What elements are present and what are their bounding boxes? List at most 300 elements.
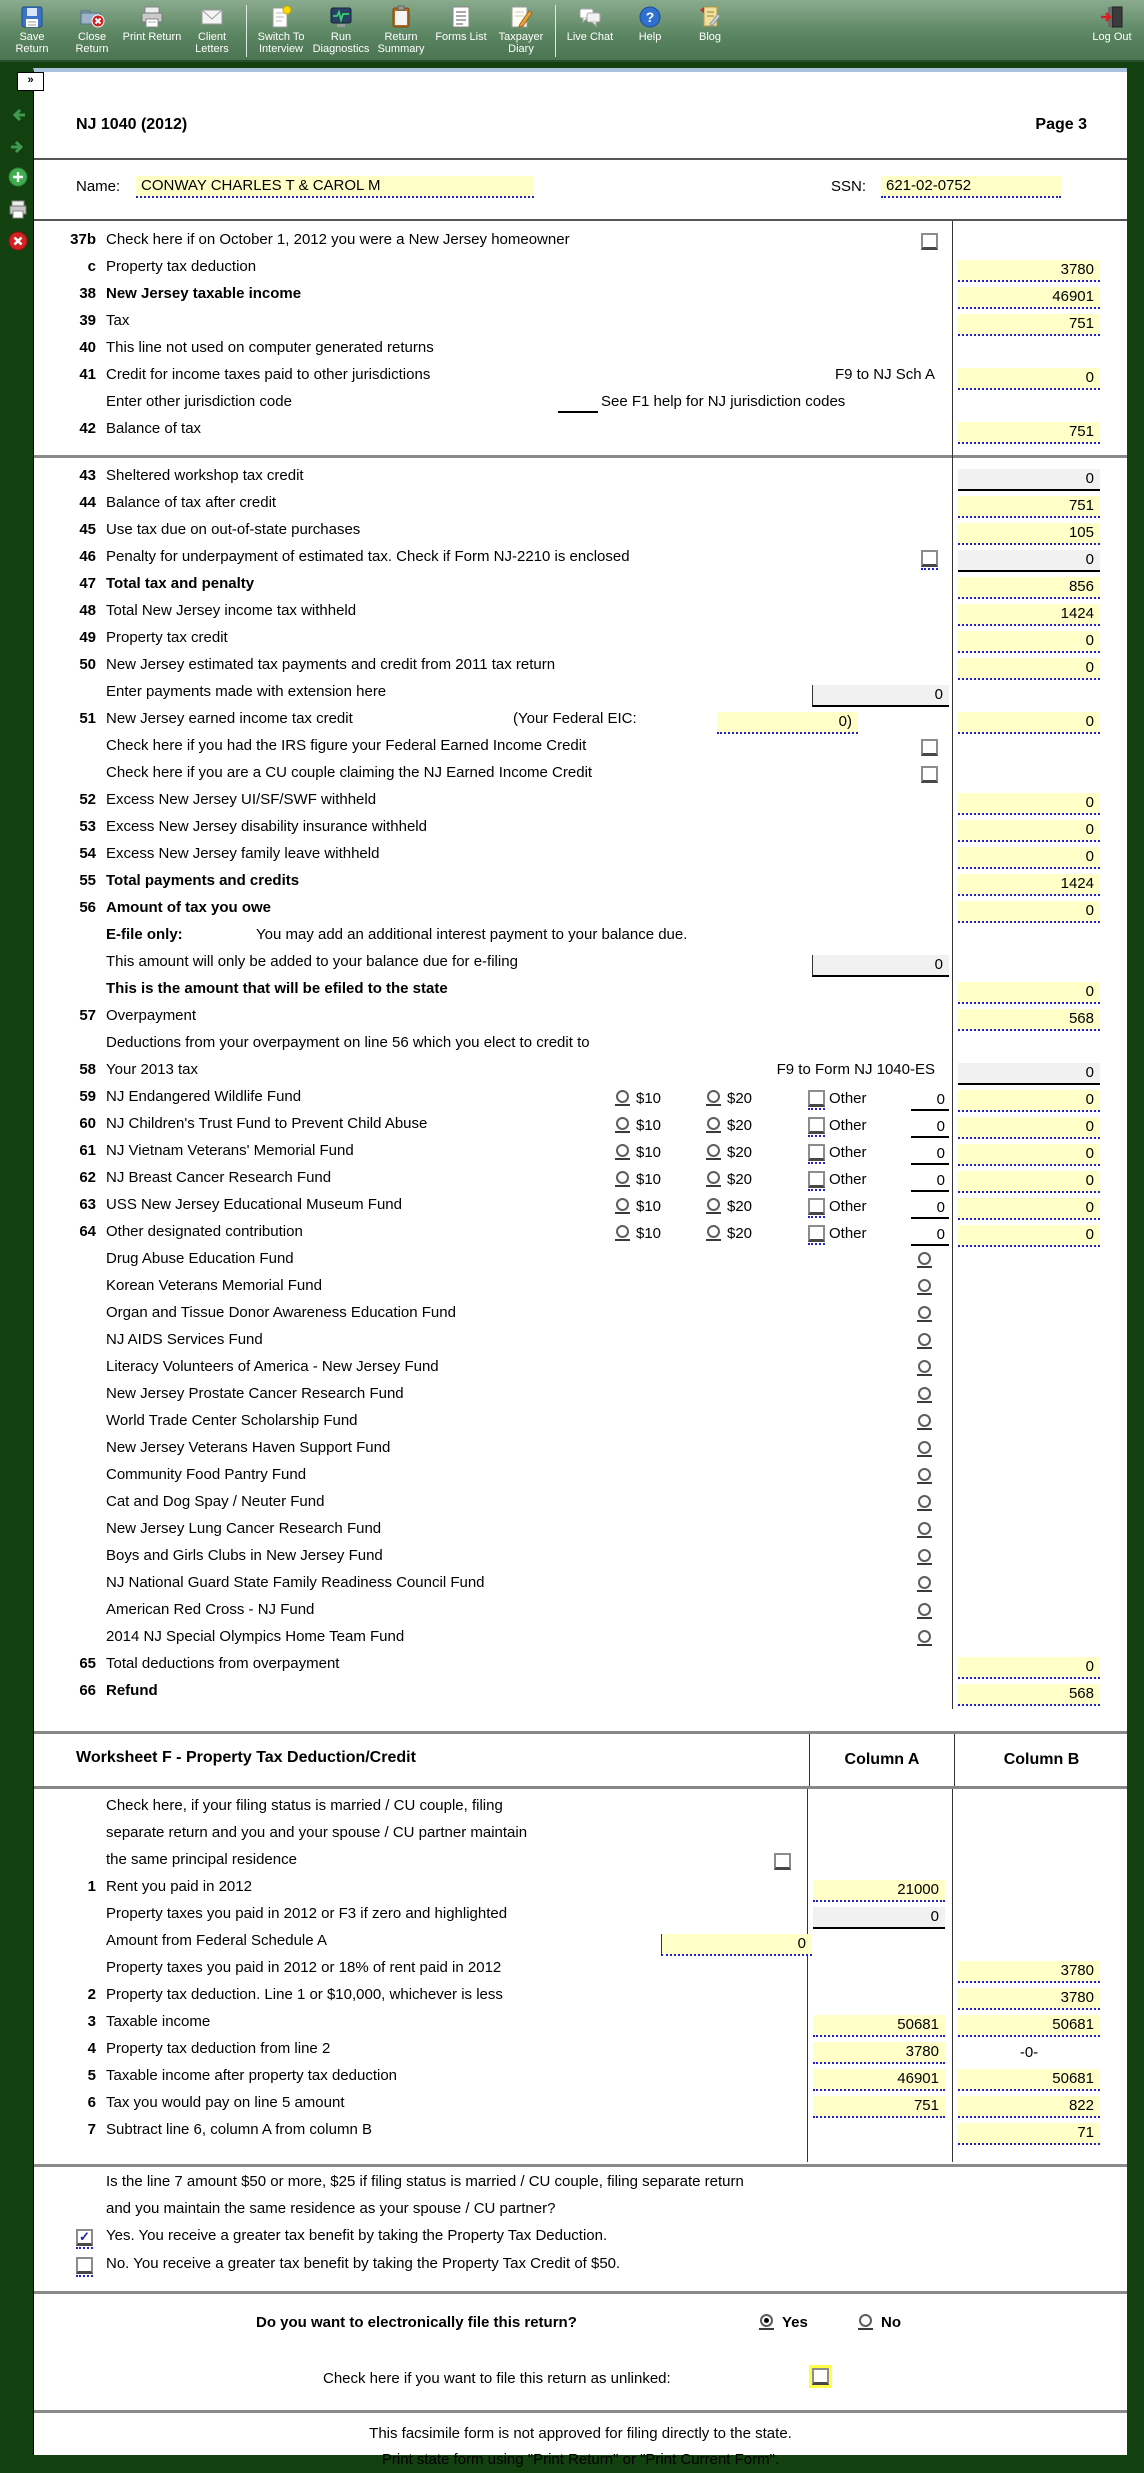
line-39-row — [34, 312, 1127, 339]
line-63-label: USS New Jersey Educational Museum Fund — [106, 1196, 402, 1213]
efile-no-radio[interactable] — [858, 2314, 873, 2330]
toolbar-button-print[interactable] — [122, 2, 182, 43]
line-49-value-field[interactable]: 0 — [958, 631, 1100, 653]
facsimile-note — [34, 2415, 1127, 2473]
line-64-number: 64 — [79, 1223, 96, 1240]
line-row-51-row — [34, 1601, 1127, 1628]
line-59-row — [34, 1088, 1127, 1115]
line-c-number: c — [87, 258, 96, 275]
line-42-row — [34, 420, 1127, 447]
line-60-10-label: $10 — [636, 1117, 662, 1134]
line-65-number: 65 — [79, 1655, 96, 1672]
line-row-42-radio[interactable] — [917, 1360, 932, 1376]
sidebar-delete-icon[interactable] — [7, 230, 29, 252]
line-row-52-radio[interactable] — [917, 1630, 932, 1646]
line-60-20-label: $20 — [727, 1117, 753, 1134]
ssn-field[interactable]: 621-02-0752 — [881, 176, 1061, 198]
efile-no-label: No — [881, 2314, 901, 2331]
line-row-40-label: Organ and Tissue Donor Awareness Education Fund — [106, 1304, 456, 1321]
line-c-value-field[interactable]: 3780 — [958, 260, 1100, 282]
question-text: and you maintain the same residence as your spouse / CU partner? — [106, 2200, 556, 2217]
toolbar-button-interview[interactable] — [251, 2, 311, 55]
ws-line-3-columnB-field[interactable]: 50681 — [958, 2015, 1100, 2037]
line-49-number: 49 — [79, 629, 96, 646]
line-52-row — [34, 791, 1127, 818]
line-66-number: 66 — [79, 1682, 96, 1699]
line-64-other-label: Other — [829, 1225, 867, 1242]
line-54-value-field[interactable]: 0 — [958, 847, 1100, 869]
line-42-label: Balance of tax — [106, 420, 202, 437]
ws-line-1-row — [34, 1878, 1127, 1905]
toolbar-button-blog[interactable] — [680, 2, 740, 43]
line-51-sublabel: (Your Federal EIC: — [513, 710, 637, 727]
ws-line-4-columnA-field[interactable]: 3780 — [813, 2042, 945, 2064]
ws-line-3-row — [34, 2013, 1127, 2040]
line-50-number: 50 — [79, 656, 96, 673]
ws-line-5-columnA-field[interactable]: 46901 — [813, 2069, 945, 2091]
line-50-value-field[interactable]: 0 — [958, 658, 1100, 680]
divider — [34, 2410, 1127, 2413]
line-row-48-radio[interactable] — [917, 1522, 932, 1538]
line-c-label: Property tax deduction — [106, 258, 257, 275]
toolbar-button-live-chat[interactable] — [560, 2, 620, 43]
line-64-10-radio[interactable] — [615, 1225, 630, 1241]
line-62-other-checkbox[interactable] — [808, 1171, 825, 1191]
line-row-48-label: New Jersey Lung Cancer Research Fund — [106, 1520, 382, 1537]
ssn-label: SSN: — [831, 178, 867, 195]
line-59-20-label: $20 — [727, 1090, 753, 1107]
question-line-2 — [34, 2200, 1127, 2227]
line-row-6-code-field[interactable] — [558, 393, 598, 413]
toolbar-button-label: Blog — [698, 31, 722, 43]
line-63-other-checkbox[interactable] — [808, 1198, 825, 1218]
line-row-17-inline-field[interactable]: 0 — [812, 685, 949, 707]
line-row-28-row — [34, 980, 1127, 1007]
line-64-20-label: $20 — [727, 1225, 753, 1242]
ws-row-5-inline-field[interactable]: 0 — [661, 1934, 812, 1956]
toolbar-button-logout[interactable] — [1082, 2, 1142, 43]
line-41-row — [34, 366, 1127, 393]
facsimile-line-1: This facsimile form is not approved for filing directly to the state. — [369, 2425, 792, 2442]
ws-line-7-columnB-field[interactable]: 71 — [958, 2123, 1100, 2145]
line-row-26-row — [34, 926, 1127, 953]
line-43-label: Sheltered workshop tax credit — [106, 467, 304, 484]
line-row-20-label: Check here if you are a CU couple claiming the NJ Earned Income Credit — [106, 764, 593, 781]
line-64-row — [34, 1223, 1127, 1250]
line-59-20-radio[interactable] — [706, 1090, 721, 1106]
yes-checkbox[interactable]: ✓ — [76, 2229, 93, 2249]
line-52-value-field[interactable]: 0 — [958, 793, 1100, 815]
line-57-value-field[interactable]: 568 — [958, 1009, 1100, 1031]
sidebar-expander-button[interactable]: » — [17, 72, 44, 91]
line-row-44-radio[interactable] — [917, 1414, 932, 1430]
toolbar-button-diagnostics[interactable] — [311, 2, 371, 55]
line-63-value-field[interactable]: 0 — [958, 1198, 1100, 1220]
line-59-10-radio[interactable] — [615, 1090, 630, 1106]
line-64-label: Other designated contribution — [106, 1223, 303, 1240]
line-53-row — [34, 818, 1127, 845]
line-row-27-row — [34, 953, 1127, 980]
line-46-row — [34, 548, 1127, 575]
line-row-19-row — [34, 737, 1127, 764]
ws-row-6-columnB-field[interactable]: 3780 — [958, 1961, 1100, 1983]
line-row-27-label: This amount will only be added to your balance due for e-filing — [106, 953, 518, 970]
line-44-value-field[interactable]: 751 — [958, 496, 1100, 518]
line-47-value-field[interactable]: 856 — [958, 577, 1100, 599]
line-39-value-field[interactable]: 751 — [958, 314, 1100, 336]
ws-row-1-label: separate return and you and your spouse / CU partner maintain — [106, 1824, 528, 1841]
line-54-number: 54 — [79, 845, 96, 862]
no-checkbox[interactable] — [76, 2257, 93, 2277]
line-56-label: Amount of tax you owe — [106, 899, 271, 916]
line-61-other-amount-field[interactable]: 0 — [911, 1144, 949, 1165]
facsimile-line-2: Print state form using "Print Return" or "Print Current Form". — [381, 2451, 780, 2468]
ws-line-5-number: 5 — [87, 2067, 96, 2084]
line-55-number: 55 — [79, 872, 96, 889]
ws-line-4-number: 4 — [87, 2040, 96, 2057]
toolbar-button-close-return[interactable] — [62, 2, 122, 55]
yes-option-row — [34, 2227, 1127, 2255]
line-56-value-field[interactable]: 0 — [958, 901, 1100, 923]
line-row-50-row — [34, 1574, 1127, 1601]
ws-row-2-label: the same principal residence — [106, 1851, 297, 1868]
efile-yes-label: Yes — [782, 2314, 808, 2331]
toolbar-button-label: Close Return — [75, 31, 109, 55]
line-row-39-row — [34, 1277, 1127, 1304]
line-row-46-label: Community Food Pantry Fund — [106, 1466, 307, 1483]
line-38-value-field[interactable]: 46901 — [958, 287, 1100, 309]
line-64-20-radio[interactable] — [706, 1225, 721, 1241]
no-option-row — [34, 2255, 1127, 2283]
line-row-19-checkbox[interactable] — [921, 739, 938, 756]
line-57-label: Overpayment — [106, 1007, 197, 1024]
line-65-row — [34, 1655, 1127, 1682]
line-61-other-label: Other — [829, 1144, 867, 1161]
ws-row-6-label: Property taxes you paid in 2012 or 18% of rent paid in 2012 — [106, 1959, 502, 1976]
sidebar-print-small-icon[interactable] — [7, 198, 29, 220]
line-57-number: 57 — [79, 1007, 96, 1024]
line-47-number: 47 — [79, 575, 96, 592]
line-row-51-radio[interactable] — [917, 1603, 932, 1619]
ws-line-2-columnB-field[interactable]: 3780 — [958, 1988, 1100, 2010]
line-row-38-label: Drug Abuse Education Fund — [106, 1250, 294, 1267]
line-47-row — [34, 575, 1127, 602]
line-row-48-row — [34, 1520, 1127, 1547]
toolbar-button-label: Return Summary — [377, 31, 425, 55]
line-row-30-label: Deductions from your overpayment on line 56 which you elect to credit to — [106, 1034, 590, 1051]
print-icon — [139, 4, 165, 30]
line-66-label: Refund — [106, 1682, 158, 1699]
line-row-41-radio[interactable] — [917, 1333, 932, 1349]
line-47-label: Total tax and penalty — [106, 575, 255, 592]
toolbar-separator — [555, 5, 556, 57]
line-42-value-field[interactable]: 751 — [958, 422, 1100, 444]
line-51-value-field[interactable]: 0 — [958, 712, 1100, 734]
line-37b-checkbox[interactable] — [921, 233, 938, 250]
line-44-label: Balance of tax after credit — [106, 494, 277, 511]
line-row-39-radio[interactable] — [917, 1279, 932, 1295]
line-41-value-field[interactable]: 0 — [958, 368, 1100, 390]
line-row-43-label: New Jersey Prostate Cancer Research Fund — [106, 1385, 404, 1402]
line-60-other-checkbox[interactable] — [808, 1117, 825, 1137]
toolbar-button-label: Log Out — [1092, 31, 1132, 43]
line-63-20-radio[interactable] — [706, 1198, 721, 1214]
line-62-other-amount-field[interactable]: 0 — [911, 1171, 949, 1192]
ws-line-6-columnB-field[interactable]: 822 — [958, 2096, 1100, 2118]
line-62-20-radio[interactable] — [706, 1171, 721, 1187]
line-61-value-field[interactable]: 0 — [958, 1144, 1100, 1166]
line-64-10-label: $10 — [636, 1225, 662, 1242]
line-45-number: 45 — [79, 521, 96, 538]
line-row-45-label: New Jersey Veterans Haven Support Fund — [106, 1439, 391, 1456]
line-64-value-field[interactable]: 0 — [958, 1225, 1100, 1247]
divider — [34, 2291, 1127, 2294]
toolbar-button-summary[interactable] — [371, 2, 431, 55]
ws-line-4-label: Property tax deduction from line 2 — [106, 2040, 331, 2057]
page-number: Page 3 — [1035, 116, 1087, 133]
line-59-10-label: $10 — [636, 1090, 662, 1107]
line-row-44-label: World Trade Center Scholarship Fund — [106, 1412, 358, 1429]
line-row-46-radio[interactable] — [917, 1468, 932, 1484]
ws-line-1-columnA-field[interactable]: 21000 — [813, 1880, 945, 1902]
line-38-row — [34, 285, 1127, 312]
toolbar-button-diary[interactable] — [491, 2, 551, 55]
diagnostics-icon — [328, 4, 354, 30]
line-53-number: 53 — [79, 818, 96, 835]
line-row-42-row — [34, 1358, 1127, 1385]
line-61-label: NJ Vietnam Veterans' Memorial Fund — [106, 1142, 354, 1159]
line-row-51-label: American Red Cross - NJ Fund — [106, 1601, 315, 1618]
line-59-value-field[interactable]: 0 — [958, 1090, 1100, 1112]
ws-row-0-label: Check here, if your filing status is married / CU couple, filing — [106, 1797, 503, 1814]
line-61-10-radio[interactable] — [615, 1144, 630, 1160]
line-61-20-label: $20 — [727, 1144, 753, 1161]
line-row-47-label: Cat and Dog Spay / Neuter Fund — [106, 1493, 325, 1510]
line-row-52-row — [34, 1628, 1127, 1655]
line-45-label: Use tax due on out-of-state purchases — [106, 521, 361, 538]
worksheet-lines — [34, 1789, 1127, 2162]
line-60-row — [34, 1115, 1127, 1142]
toolbar-button-forms-list[interactable] — [431, 2, 491, 43]
line-39-number: 39 — [79, 312, 96, 329]
line-row-47-radio[interactable] — [917, 1495, 932, 1511]
line-row-49-label: Boys and Girls Clubs in New Jersey Fund — [106, 1547, 383, 1564]
line-62-row — [34, 1169, 1127, 1196]
no-option-label: No. You receive a greater tax benefit by taking the Property Tax Credit of $50. — [106, 2255, 621, 2272]
ws-line-1-number: 1 — [87, 1878, 96, 1895]
line-46-label: Penalty for underpayment of estimated tax. Check if Form NJ-2210 is enclosed — [106, 548, 630, 565]
line-53-label: Excess New Jersey disability insurance withheld — [106, 818, 427, 835]
line-46-checkbox[interactable] — [921, 550, 938, 570]
toolbar-button-label: Live Chat — [566, 31, 614, 43]
line-62-label: NJ Breast Cancer Research Fund — [106, 1169, 332, 1186]
line-row-30-row — [34, 1034, 1127, 1061]
ws-line-5-columnB-field[interactable]: 50681 — [958, 2069, 1100, 2091]
line-60-20-radio[interactable] — [706, 1117, 721, 1133]
ws-row-2-checkbox[interactable] — [774, 1853, 791, 1870]
line-62-20-label: $20 — [727, 1171, 753, 1188]
ws-line-6-label: Tax you would pay on line 5 amount — [106, 2094, 345, 2111]
line-49-label: Property tax credit — [106, 629, 228, 646]
line-45-value-field[interactable]: 105 — [958, 523, 1100, 545]
ws-line-6-number: 6 — [87, 2094, 96, 2111]
toolbar-button-save[interactable] — [2, 2, 62, 55]
line-45-row — [34, 521, 1127, 548]
line-53-value-field[interactable]: 0 — [958, 820, 1100, 842]
ws-line-3-columnA-field[interactable]: 50681 — [813, 2015, 945, 2037]
forms-list-icon — [448, 4, 474, 30]
line-row-17-label: Enter payments made with extension here — [106, 683, 387, 700]
line-55-label: Total payments and credits — [106, 872, 300, 889]
line-50-row — [34, 656, 1127, 683]
line-59-other-label: Other — [829, 1090, 867, 1107]
line-row-28-value-field[interactable]: 0 — [958, 982, 1100, 1004]
ws-line-7-label: Subtract line 6, column A from column B — [106, 2121, 372, 2138]
line-63-other-amount-field[interactable]: 0 — [911, 1198, 949, 1219]
line-59-other-amount-field[interactable]: 0 — [911, 1090, 949, 1111]
line-row-17-row — [34, 683, 1127, 710]
name-field[interactable]: CONWAY CHARLES T & CAROL M — [136, 176, 534, 198]
summary-icon — [388, 4, 414, 30]
line-row-40-radio[interactable] — [917, 1306, 932, 1322]
line-row-6-sublabel: See F1 help for NJ jurisdiction codes — [601, 393, 846, 410]
blog-icon — [697, 4, 723, 30]
sidebar-back-icon[interactable] — [7, 104, 29, 126]
line-60-other-amount-field[interactable]: 0 — [911, 1117, 949, 1138]
line-54-row — [34, 845, 1127, 872]
line-63-20-label: $20 — [727, 1198, 753, 1215]
line-55-value-field[interactable]: 1424 — [958, 874, 1100, 896]
name-label: Name: — [76, 178, 121, 195]
line-66-value-field[interactable]: 568 — [958, 1684, 1100, 1706]
unlinked-checkbox[interactable] — [812, 2368, 829, 2385]
ws-line-4-row — [34, 2040, 1127, 2067]
line-row-19-label: Check here if you had the IRS figure your Federal Earned Income Credit — [106, 737, 587, 754]
line-38-label: New Jersey taxable income — [106, 285, 302, 302]
line-65-label: Total deductions from overpayment — [106, 1655, 340, 1672]
line-60-number: 60 — [79, 1115, 96, 1132]
toolbar-button-label: Client Letters — [195, 31, 229, 55]
line-56-row — [34, 899, 1127, 926]
line-64-other-amount-field[interactable]: 0 — [911, 1225, 949, 1246]
line-62-value-field[interactable]: 0 — [958, 1171, 1100, 1193]
line-row-47-row — [34, 1493, 1127, 1520]
line-row-52-label: 2014 NJ Special Olympics Home Team Fund — [106, 1628, 405, 1645]
line-row-44-row — [34, 1412, 1127, 1439]
line-58-number: 58 — [79, 1061, 96, 1078]
line-row-27-inline-field[interactable]: 0 — [812, 955, 949, 977]
worksheet-column-a-header: Column A — [809, 1734, 954, 1786]
line-43-value-field[interactable]: 0 — [958, 469, 1100, 491]
line-row-26-label: E-file only: — [106, 926, 183, 943]
section-divider — [34, 447, 1127, 467]
line-51-inline-field[interactable]: 0) — [717, 712, 858, 734]
ws-line-4-columnB-value: -0- — [1019, 2044, 1039, 2061]
line-62-10-radio[interactable] — [615, 1171, 630, 1187]
line-row-49-radio[interactable] — [917, 1549, 932, 1565]
line-59-label: NJ Endangered Wildlife Fund — [106, 1088, 302, 1105]
line-row-50-radio[interactable] — [917, 1576, 932, 1592]
ws-line-5-label: Taxable income after property tax deduction — [106, 2067, 397, 2084]
line-42-number: 42 — [79, 420, 96, 437]
line-65-value-field[interactable]: 0 — [958, 1657, 1100, 1679]
line-row-45-row — [34, 1439, 1127, 1466]
question-text: Is the line 7 amount $50 or more, $25 if filing status is married / CU couple, filing separate return — [106, 2173, 744, 2190]
sidebar-forward-icon[interactable] — [7, 136, 29, 158]
line-48-value-field[interactable]: 1424 — [958, 604, 1100, 626]
diary-icon — [508, 4, 534, 30]
line-51-row — [34, 710, 1127, 737]
line-52-number: 52 — [79, 791, 96, 808]
efile-yes-radio[interactable] — [759, 2314, 774, 2330]
line-43-number: 43 — [79, 467, 96, 484]
line-63-10-radio[interactable] — [615, 1198, 630, 1214]
letters-icon — [199, 4, 225, 30]
toolbar-button-label: Switch To Interview — [257, 31, 305, 55]
line-row-20-checkbox[interactable] — [921, 766, 938, 783]
line-43-row — [34, 467, 1127, 494]
ws-line-6-columnA-field[interactable]: 751 — [813, 2096, 945, 2118]
line-44-row — [34, 494, 1127, 521]
line-46-number: 46 — [79, 548, 96, 565]
line-59-other-checkbox[interactable] — [808, 1090, 825, 1110]
line-row-41-row — [34, 1331, 1127, 1358]
ws-row-4-columnA-field[interactable]: 0 — [813, 1907, 945, 1929]
divider — [34, 2164, 1127, 2167]
line-37b-label: Check here if on October 1, 2012 you were a New Jersey homeowner — [106, 231, 570, 248]
unlinked-row — [34, 2354, 1127, 2408]
line-61-20-radio[interactable] — [706, 1144, 721, 1160]
line-39-label: Tax — [106, 312, 130, 329]
question-line-1 — [34, 2173, 1127, 2200]
line-row-38-row — [34, 1250, 1127, 1277]
line-60-other-label: Other — [829, 1117, 867, 1134]
toolbar-button-help[interactable] — [620, 2, 680, 43]
toolbar-button-label: Forms List — [435, 31, 487, 43]
toolbar-button-letters[interactable] — [182, 2, 242, 55]
ws-line-7-row — [34, 2121, 1127, 2148]
line-50-label: New Jersey estimated tax payments and credit from 2011 tax return — [106, 656, 556, 673]
line-37b-row — [34, 231, 1127, 258]
line-row-43-radio[interactable] — [917, 1387, 932, 1403]
line-row-38-radio[interactable] — [917, 1252, 932, 1268]
ws-line-3-label: Taxable income — [106, 2013, 211, 2030]
sidebar-add-icon[interactable] — [7, 166, 29, 188]
logout-icon — [1099, 4, 1125, 30]
line-62-10-label: $10 — [636, 1171, 662, 1188]
line-60-10-radio[interactable] — [615, 1117, 630, 1133]
line-60-value-field[interactable]: 0 — [958, 1117, 1100, 1139]
line-46-value-field[interactable]: 0 — [958, 550, 1100, 572]
line-64-other-checkbox[interactable] — [808, 1225, 825, 1245]
ws-line-7-number: 7 — [87, 2121, 96, 2138]
line-52-label: Excess New Jersey UI/SF/SWF withheld — [106, 791, 377, 808]
ws-line-2-row — [34, 1986, 1127, 2013]
line-61-other-checkbox[interactable] — [808, 1144, 825, 1164]
line-row-45-radio[interactable] — [917, 1441, 932, 1457]
line-37b-number: 37b — [70, 231, 96, 248]
save-icon — [19, 4, 45, 30]
toolbar-button-label: Taxpayer Diary — [498, 31, 544, 55]
line-41-number: 41 — [79, 366, 96, 383]
line-row-46-row — [34, 1466, 1127, 1493]
line-54-label: Excess New Jersey family leave withheld — [106, 845, 380, 862]
line-58-value-field[interactable]: 0 — [958, 1063, 1100, 1085]
unlinked-label: Check here if you want to file this return as unlinked: — [323, 2370, 671, 2387]
ws-row-5-label: Amount from Federal Schedule A — [106, 1932, 327, 1949]
line-61-number: 61 — [79, 1142, 96, 1159]
toolbar-button-label: Save Return — [15, 31, 49, 55]
